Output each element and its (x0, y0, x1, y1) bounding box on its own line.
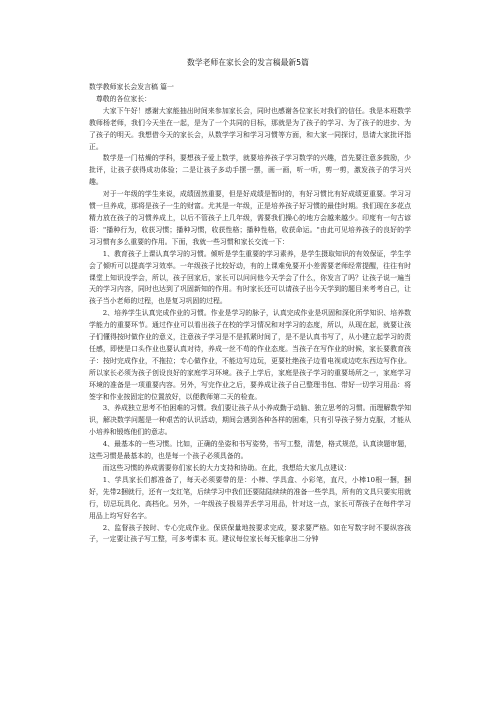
document-body (89, 82, 411, 546)
paragraph: 2、培养学生认真完成作业的习惯。作业是学习的脉子，认真完成作业是巩固和深化所学知识、培养数学能力的重要环节。通过作业可以看出孩子在校的学习情况和对学习的态度，所以，从现在起，就要让孩子们懂得按时做作业的意义，注意孩子学习是不是抓紧时间了，是不是认真书写了，从小建立起学习的责任感，即使是口头作业也要认真对待，养成一丝不苟的作业态度。当孩子在写作业的时候，家长要教育孩子：按时完成作业，不拖拉；专心做作业，不能边写边玩，更要杜绝孩子边看电视或边吃东西边写作业。所以家长必须为孩子创设良好的家庭学习环境。孩子上学后，家庭是孩子学习的重要场所之一，家庭学习环境的准备是一项重要内容。另外，写完作业之后，要养成让孩子自己整理书包、带好一切学习用品：将签字和作业按固定的位置放好，以便教师第二天的检查。 (89, 309, 411, 401)
paragraph: 4、最基本的一些习惯。比如，正确的坐姿和书写姿势，书写工整，清楚，格式规范，认真读题审题，这些习惯是最基本的，也是每一个孩子必须具备的。 (89, 440, 411, 461)
paragraph: 2、监督孩子按时、专心完成作业。保质保量地按要求完成，要求要严格。如在写数字时不要纵容孩子，一定要让孩子写工整，可多考课本 页。建议每位家长每天能拿出二分钟 (89, 523, 411, 544)
document-title: 数学老师在家长会的发言稿最新5篇 (187, 58, 309, 67)
paragraph: 大家下午好！感谢大家能抽出时间来参加家长会，同时也感谢各位家长对我们的信任。我是本班数学教师杨老师，我们今天坐在一起，是为了一个共同的目标，那就是为了孩子的学习、为了孩子的进步、为了孩子的明天。我想借今天的家长会，从数学学习和学习习惯等方面，和大家一同探讨，恳请大家批评指正。 (89, 106, 411, 151)
paragraph: 对于一年级的学生来说，成绩固然重要，但是好成绩是暂时的，有好习惯比有好成绩更重要。学习习惯一旦养成，那将是孩子一生的财富。尤其是一年级，正是培养孩子好习惯的最佳时期。我们现在多花点精力放在孩子的习惯养成上，以后不管孩子上几年级，需要我们操心的地方会越来越少。印度有一句古谚语："播种行为，收获习惯；播种习惯，收获性格；播种性格，收获命运。"由此可见培养孩子的良好的学习习惯有多么重要的作用。下面，我就一些习惯和家长交流一下： (89, 190, 411, 246)
paragraph: 1、学具家长们都准备了，每天必须要带的是：小棒、学具盒、小彩笔，直尺，小棒10根一捆，捆好，先带2捆就行，还有一支红笔，后续学习中我们还要陆陆续续的准备一些学具，所有的文具只要实用就行，切忌玩具化、高档化。另外，一年级孩子极易弄丢学习用品，针对这一点，家长可帮孩子在每件学习用品上均写好名字。 (89, 475, 411, 520)
paragraph: 数学是一门枯燥的学科，要想孩子爱上数学，就要培养孩子学习数学的兴趣，首先要注意多鼓励，少批评，让孩子获得成功体验；二是让孩子多动手摆一摆，画一画，听一听，剪一剪，激发孩子的学习兴趣。 (89, 154, 411, 187)
section-heading: 数学教师家长会发言稿 篇一 (89, 83, 174, 91)
paragraph: 3、养成独立思考不怕困难的习惯。我们要让孩子从小养成勤于动脑、独立思考的习惯。而理解数学知识，解决数学问题是一种艰苦的认识活动，期间会遇到各种各样的困难，只有引导孩子努力克服，才能从小培养和锻炼他们的意志。 (89, 404, 411, 437)
paragraph: 而这些习惯的养成需要你们家长的大力支持和协助。在此，我想给大家几点建议： (102, 464, 351, 472)
paragraph: 1、教育孩子上课认真学习的习惯。倾听是学生重要的学习素养，是学生摄取知识的有效保证，学生学会了倾听可以提高学习效率。一年级孩子比较好动，有的上课难免要开小差需要老师经常提醒，往往有时课堂上知识没学会，所以，孩子回家后，家长可以问问他今天学会了什么，你发言了吗？让孩子说一遍当天的学习内容，同时也达到了巩固新知的作用。有时家长还可以请孩子出今天学到的题目来考考自己，让孩子当小老师的过程，也是复习巩固的过程。 (89, 249, 411, 306)
greeting: 尊敬的各位家长： (95, 94, 152, 103)
